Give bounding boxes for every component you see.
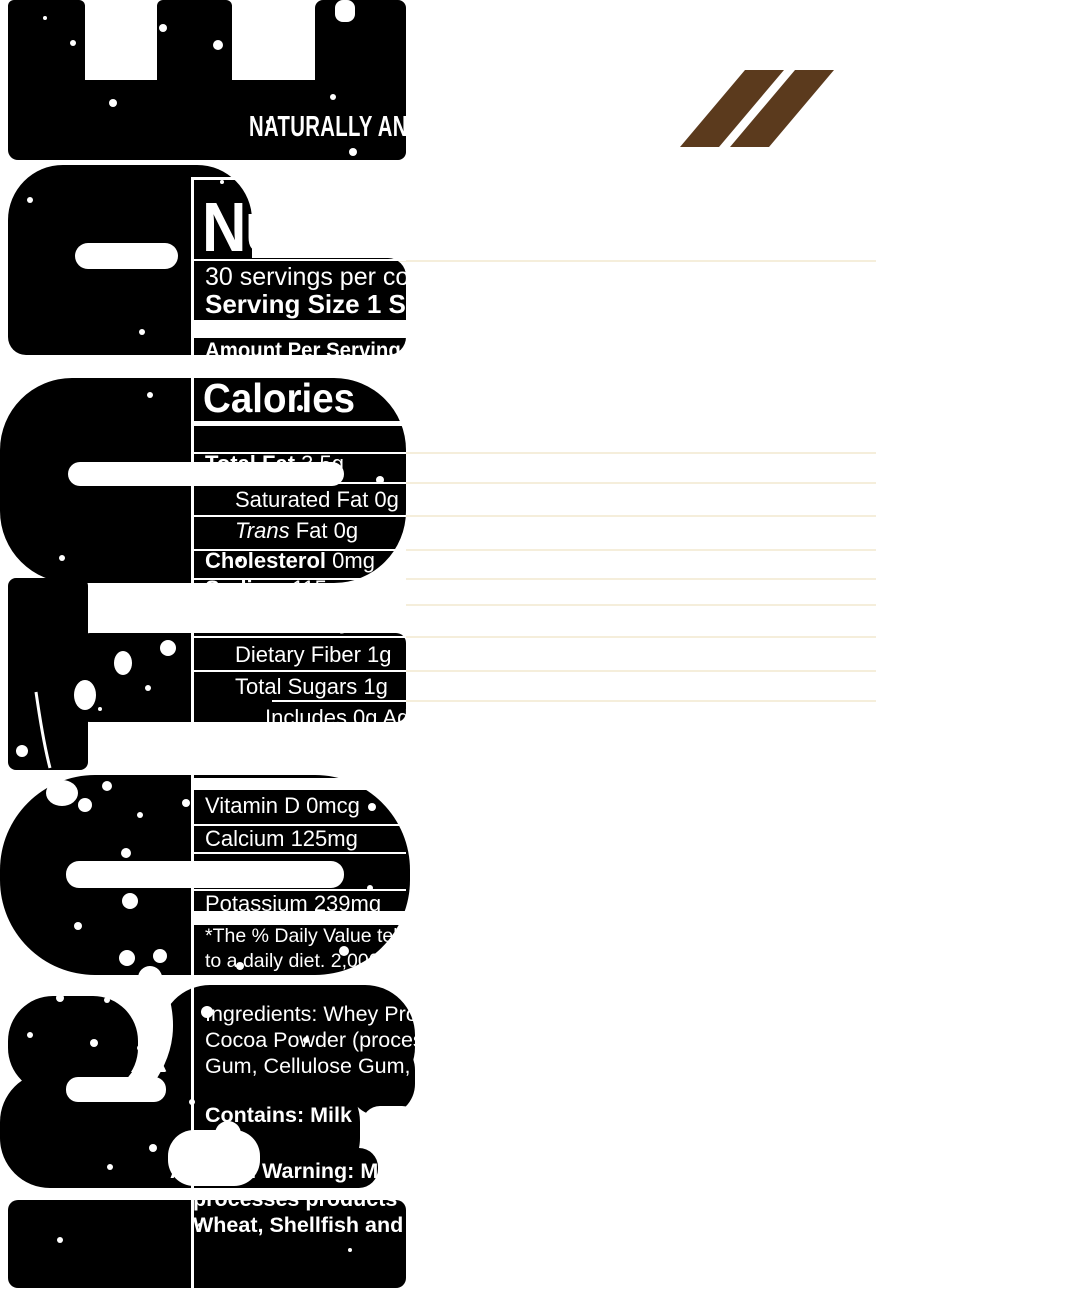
contains-statement: Contains: Milk [205, 1103, 352, 1127]
row-total-sugars [235, 675, 388, 699]
serving-size-label: Serving Size [205, 289, 360, 319]
row-sodium [205, 577, 357, 601]
flavor-tagline: NATURALLY AND ARTIFICIALLY FLAVORED [249, 111, 688, 143]
row-sodium-value: 115mg [285, 576, 358, 601]
dv-footnote-line1: *The % Daily Value tells you how much a nutrient in a serving of food contributes [205, 925, 901, 947]
panel-title: Nutrition Facts [202, 188, 611, 266]
row-total-sugars-text: Total Sugars 1g [235, 674, 388, 699]
allergen-warning-line1: Allergen Warning: Manufactured in a facility that also [170, 1159, 713, 1183]
row-cholesterol [205, 549, 375, 573]
row-total-carb [205, 610, 436, 634]
row-total-fat [205, 452, 344, 476]
row-total-fat-value: 3.5g [295, 451, 344, 476]
row-potassium [205, 892, 381, 916]
ingredients-line3: Gum, Cellulose Gum, Sucralose, Acesulfame Potassium [205, 1054, 742, 1078]
row-dietary-fiber [235, 643, 392, 667]
row-trans-fat-value: Fat 0g [289, 518, 359, 543]
row-total-carb-name: Total Carbohydrate [205, 609, 406, 634]
row-cholesterol-value: 0mg [326, 548, 375, 573]
row-trans-fat [235, 519, 358, 543]
row-added-sugars [265, 706, 522, 730]
row-total-fat-name: Total Fat [205, 451, 296, 476]
row-sodium-name: Sodium [205, 576, 286, 601]
calories-label: Calories [203, 375, 356, 421]
row-iron-text: Iron 1mg [205, 857, 292, 882]
row-calcium-text: Calcium 125mg [205, 826, 358, 851]
row-saturated-fat [235, 488, 399, 512]
row-potassium-text: Potassium 239mg [205, 891, 382, 916]
row-iron [205, 858, 292, 882]
row-saturated-fat-text: Saturated Fat 0g [235, 487, 399, 512]
row-total-carb-value: 4g [405, 609, 436, 634]
serving-size [205, 290, 468, 318]
row-added-sugars-text: Includes 0g Added Sugars [265, 705, 522, 730]
row-vitamin-d-text: Vitamin D 0mcg [205, 793, 360, 818]
row-calcium [205, 827, 358, 851]
allergen-warning-line2: processes products containing Milk, Egg, Soy, Peanuts, Tree Nuts, [193, 1187, 874, 1211]
row-dietary-fiber-text: Dietary Fiber 1g [235, 642, 392, 667]
row-trans-word: Trans [235, 518, 290, 543]
amount-per-serving: Amount Per Serving [205, 339, 401, 362]
serving-size-value: 1 Scoop [359, 289, 468, 319]
ingredients-line2: Cocoa Powder (processed with Alkali), Salt, Xanthan [205, 1028, 707, 1052]
servings-per-container: 30 servings per container [205, 263, 486, 291]
dv-footnote-line2: to a daily diet. 2,000 calories a day is used for general nutrition advice. [205, 950, 814, 972]
row-vitamin-d [205, 794, 360, 818]
row-cholesterol-name: Cholesterol [205, 548, 327, 573]
ingredients-line1: Ingredients: Whey Protein Isolate (Milk), Natural & Artificial Flavors, [205, 1002, 845, 1026]
allergen-warning-line3: Wheat, Shellfish and Fish. [193, 1213, 460, 1237]
